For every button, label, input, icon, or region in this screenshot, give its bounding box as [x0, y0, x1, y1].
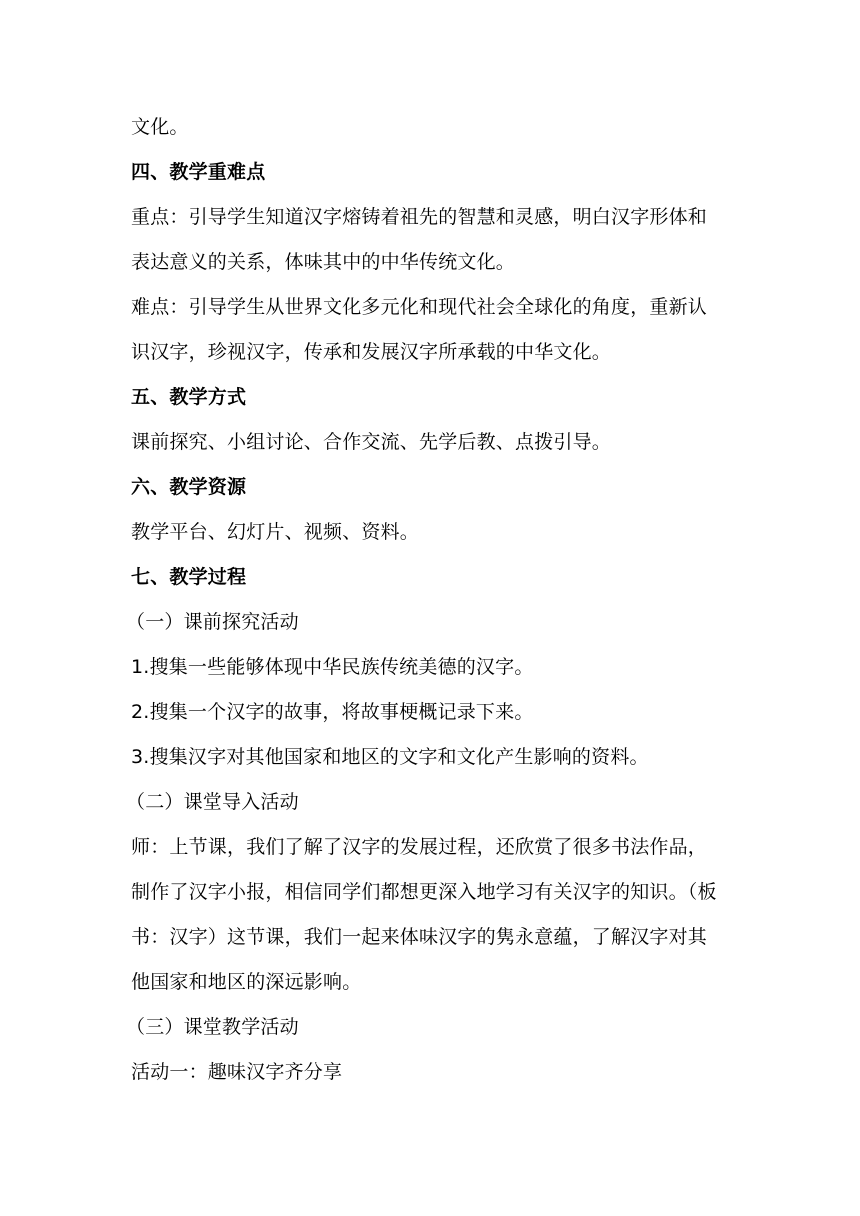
- body-text-line: 活动一：趣味汉字齐分享: [131, 1061, 343, 1083]
- body-text-line: 师：上节课，我们了解了汉字的发展过程，还欣赏了很多书法作品，: [131, 836, 708, 858]
- section-heading-teaching-process: 七、教学过程: [131, 566, 247, 588]
- list-item: 1.搜集一些能够体现中华民族传统美德的汉字。: [131, 656, 534, 678]
- body-text-line: 重点：引导学生知道汉字熔铸着祖先的智慧和灵感，明白汉字形体和: [131, 206, 708, 228]
- body-text-line: 课前探究、小组讨论、合作交流、先学后教、点拨引导。: [131, 431, 612, 453]
- body-text-line: 难点：引导学生从世界文化多元化和现代社会全球化的角度，重新认: [131, 296, 708, 318]
- section-heading-teaching-resources: 六、教学资源: [131, 476, 247, 498]
- body-text-line: 制作了汉字小报，相信同学们都想更深入地学习有关汉字的知识。（板: [131, 881, 717, 903]
- body-text-line: 他国家和地区的深远影响。: [131, 971, 362, 993]
- subsection-heading: （一）课前探究活动: [126, 611, 299, 633]
- body-text-line: 书：汉字）这节课，我们一起来体味汉字的隽永意蕴，了解汉字对其: [131, 926, 708, 948]
- list-item: 2.搜集一个汉字的故事，将故事梗概记录下来。: [131, 701, 534, 723]
- section-heading-key-points: 四、教学重难点: [131, 161, 266, 183]
- subsection-heading: （二）课堂导入活动: [126, 791, 299, 813]
- body-text-line: 表达意义的关系，体味其中的中华传统文化。: [131, 251, 516, 273]
- list-item: 3.搜集汉字对其他国家和地区的文字和文化产生影响的资料。: [131, 746, 649, 768]
- body-text-line: 文化。: [131, 116, 189, 138]
- body-text-line: 识汉字，珍视汉字，传承和发展汉字所承载的中华文化。: [131, 341, 612, 363]
- body-text-line: 教学平台、幻灯片、视频、资料。: [131, 521, 420, 543]
- section-heading-teaching-method: 五、教学方式: [131, 386, 247, 408]
- subsection-heading: （三）课堂教学活动: [126, 1016, 299, 1038]
